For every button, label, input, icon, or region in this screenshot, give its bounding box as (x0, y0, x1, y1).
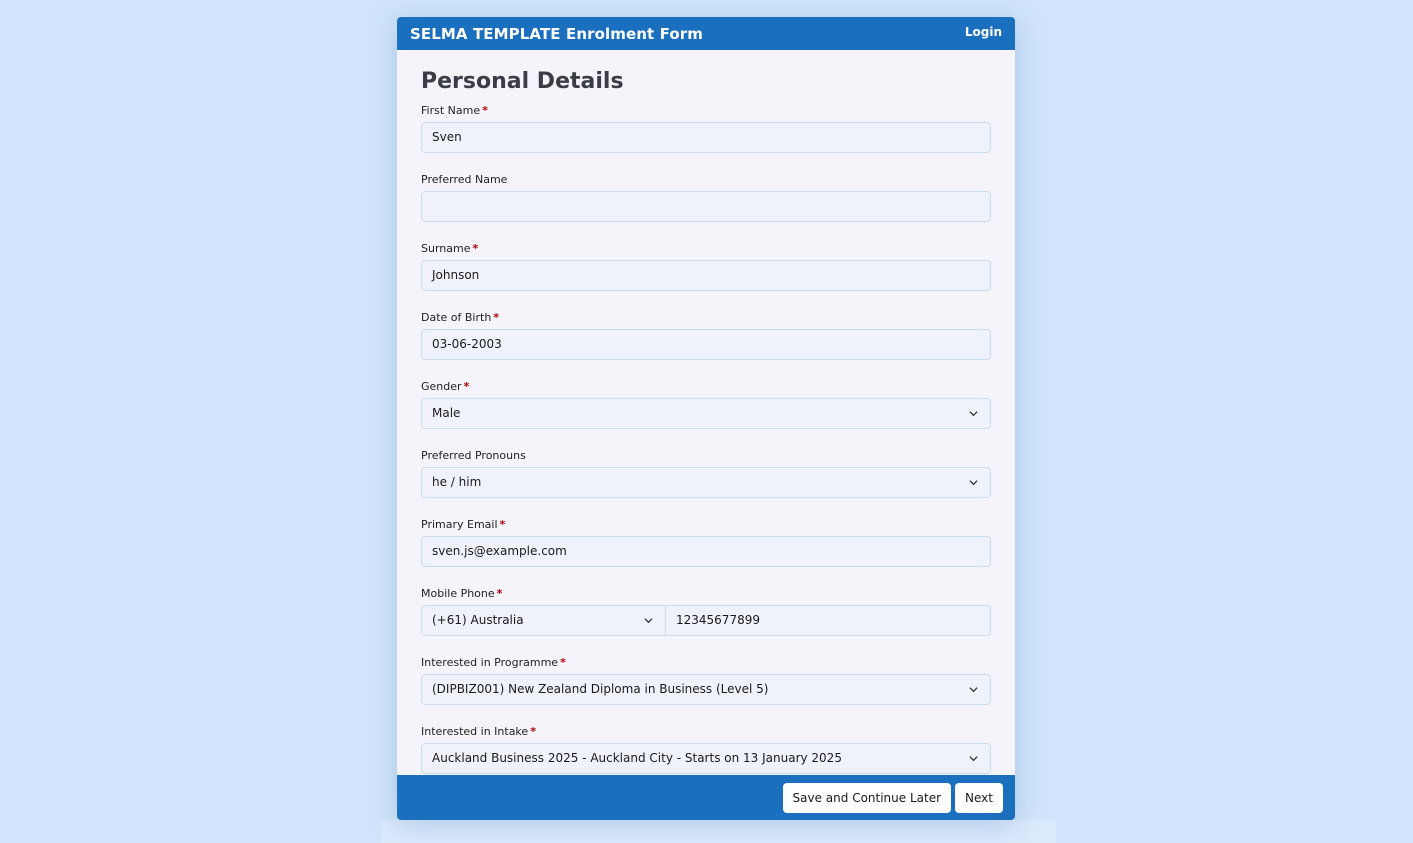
first-name-field (421, 103, 991, 153)
pronouns-label: Preferred Pronouns (421, 449, 526, 462)
required-mark: * (463, 380, 470, 393)
programme-value: (DIPBIZ001) New Zealand Diploma in Business (Level 5) (432, 682, 769, 696)
dob-input[interactable]: 03-06-2003 (421, 329, 991, 360)
gender-field (421, 379, 991, 429)
first-name-input[interactable]: Sven (421, 122, 991, 153)
email-input[interactable]: sven.js@example.com (421, 536, 991, 567)
chevron-down-icon (644, 616, 653, 625)
form-title: SELMA TEMPLATE Enrolment Form (410, 24, 703, 43)
chevron-down-icon (969, 409, 978, 418)
page-bottom-strip (381, 820, 1056, 843)
preferred-name-label: Preferred Name (421, 173, 508, 186)
preferred-name-input[interactable] (421, 191, 991, 222)
intake-label: Interested in Intake * (421, 725, 536, 738)
preferred-name-field (421, 172, 991, 222)
pronouns-value: he / him (432, 475, 482, 489)
mobile-label: Mobile Phone * (421, 587, 503, 600)
form-header (397, 17, 1015, 50)
required-mark: * (493, 311, 500, 324)
programme-field (421, 655, 991, 705)
gender-select[interactable] (421, 398, 991, 429)
programme-label: Interested in Programme * (421, 656, 566, 669)
programme-select[interactable] (421, 674, 991, 705)
enrolment-form-card (397, 17, 1015, 820)
surname-field (421, 241, 991, 291)
mobile-field (421, 586, 991, 636)
country-code-value: (+61) Australia (432, 613, 524, 627)
intake-value: Auckland Business 2025 - Auckland City - Starts on 13 January 2025 (432, 751, 842, 765)
surname-input[interactable]: Johnson (421, 260, 991, 291)
email-field (421, 517, 991, 567)
section-title: Personal Details (421, 69, 624, 94)
country-code-select[interactable] (421, 605, 665, 636)
dob-field (421, 310, 991, 360)
required-mark: * (482, 104, 488, 117)
save-continue-later-button[interactable]: Save and Continue Later (783, 783, 952, 813)
form-body (397, 50, 1015, 775)
pronouns-select[interactable] (421, 467, 991, 498)
intake-select[interactable] (421, 743, 991, 774)
first-name-label: First Name * (421, 104, 488, 117)
mobile-phone-row (421, 605, 991, 636)
chevron-down-icon (969, 685, 978, 694)
mobile-number-input[interactable]: 12345677899 (665, 605, 991, 636)
email-label: Primary Email * (421, 518, 506, 531)
required-mark: * (499, 518, 506, 531)
gender-label: Gender * (421, 380, 470, 393)
surname-label: Surname * (421, 242, 479, 255)
login-link[interactable]: Login (964, 25, 1002, 39)
form-footer (397, 775, 1015, 820)
intake-field (421, 724, 991, 774)
pronouns-field (421, 448, 991, 498)
required-mark: * (530, 725, 536, 738)
dob-label: Date of Birth * (421, 311, 500, 324)
required-mark: * (472, 242, 479, 255)
required-mark: * (496, 587, 503, 600)
gender-value: Male (432, 406, 461, 420)
next-button[interactable]: Next (955, 783, 1003, 813)
required-mark: * (560, 656, 566, 669)
chevron-down-icon (969, 754, 978, 763)
chevron-down-icon (969, 478, 978, 487)
